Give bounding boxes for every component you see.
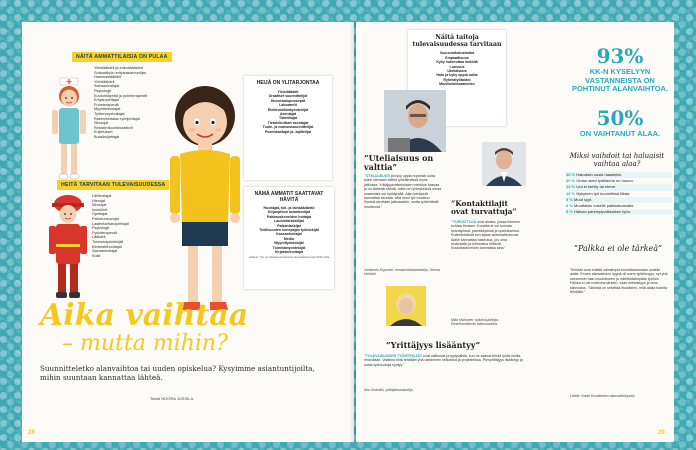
list-item: Yleislääkärit [277, 90, 299, 94]
list-item: Kirjanpidon asiantuntijat [267, 210, 311, 215]
expert-photo-2 [482, 142, 526, 186]
right-page [356, 22, 674, 442]
future-header: HEITÄ TARVITAAN TULEVAISUUDESSA [57, 182, 169, 188]
list-item: Rekisterikoordinaattorit [94, 125, 133, 130]
reason-percent: 36 % [566, 172, 577, 177]
skills-title: Näitä taitoja tulevaisuudessa tarvitaan [412, 34, 502, 49]
list-item: Erityisopettajat [94, 98, 119, 103]
list-item: Puheterapeutit [94, 102, 119, 107]
list-item: Postinkantajat ja -lajittelijat [264, 129, 312, 134]
oversupply-list [247, 90, 329, 134]
list-item: Tietotekniikan asentajat [267, 120, 309, 125]
reason-percent: 30 % [566, 178, 577, 184]
list-item: Psykologit [94, 88, 112, 93]
reason-percent: 5 % [566, 209, 575, 215]
list-item: Kyky hahmottaa ilmiöitä [436, 60, 478, 65]
list-item: Rakennustalan työnjohtajat [94, 116, 140, 121]
list-item: Toimittajat [279, 116, 297, 121]
curiosity-heading: ”Uteliaisuus on valttia” [364, 153, 434, 172]
list-item: Monitoimiosaaminen [439, 82, 475, 87]
list-item: Kokit [92, 253, 101, 258]
stat-93: 93% KK-N KYSELYYN VASTANNEISTA ON POHTINUT ALANVAIHTOA. [571, 44, 669, 94]
list-item: Myyntityöntekijät [274, 241, 304, 246]
list-item: Kassanhoitajat [276, 232, 302, 237]
reason-percent: 10 % [566, 190, 577, 196]
reason-text: Nykyinen työ kuormittaa liikaa. [576, 190, 631, 196]
contact-signature: Mika Mahonen, tutkimusjohtaja, Elinkeinoelämän tutkimuslaitos [451, 318, 499, 326]
reason-percent: 9 % [566, 196, 575, 202]
entrepreneurship-signature: Anu Kivimäki, yrittäjäasiantuntija [364, 388, 413, 392]
list-item: Laborantit [279, 103, 297, 108]
list-item: Empaattisuus [445, 55, 469, 60]
list-item: Siivoojat [92, 203, 107, 208]
list-item: Sairaanhoitajat [92, 249, 118, 254]
list-item: Tuote- ja mainossuunnittelijat [262, 125, 314, 130]
list-item: Hierojat [92, 198, 106, 203]
reasons-list [566, 172, 672, 215]
firefighter-illustration [46, 192, 90, 304]
list-item: Koulunkäyntiä ja puheterapeutit [94, 93, 148, 98]
list-item: Toimistotyöntekijät [272, 245, 306, 250]
future-list [92, 194, 129, 258]
shortage-header: NÄITÄ AMMATTILAISIA ON PULAA [72, 54, 172, 60]
list-item: Lauluntarkkailijat [274, 219, 304, 224]
reason-text: Haluaisin uusia haasteita. [576, 172, 622, 177]
list-item: Toimistotyöntekijät [92, 239, 124, 244]
list-item: Luovuus [449, 64, 465, 69]
list-item: Työterveyshoitajat [94, 111, 125, 116]
article-title: Aika vaihtaa [40, 298, 249, 333]
list-item: Yleislääkärit ja erikoislääkärit [94, 66, 143, 70]
article-subtitle: – mutta mihin? [62, 331, 228, 356]
page-number-right: 29 [658, 430, 665, 436]
disappearing-note: NÄMÄ AMMATIT SAATTAVAT HÄVITÄ Huoltajat, tuli- ja lainsäädäntö Kirjanpidon asiantuntijat Pakkauskoneiden hoitajat Lauluntarkkailijat Palkanlaskijat Teollisuuden konepajan työntekijät Kassanhoitajat Media Myyntityöntekijät Toimistotyöntekijät Kirjastonhoitajat Lähteet: Työ- ja elinkeinoministeriön ammattibarometri 2016, Etla [244, 187, 334, 289]
author-credit: Teksti NOORA JUSSILA [150, 396, 194, 401]
curiosity-signature: Johannes Koponen, ennakointiasiantuntija, Demos Helsinki [364, 268, 441, 276]
list-item: Asentajat [279, 112, 297, 117]
list-item: Sairaanhoitajat [94, 84, 120, 89]
list-item: Siivoojat [94, 121, 109, 126]
list-item: Vuorovaikutustaidot [439, 51, 475, 56]
woman-illustration [162, 84, 248, 316]
list-item: Pakkauskoneiden hoitajat [266, 214, 312, 219]
reason-percent: 6 % [566, 203, 575, 209]
list-item: Media [283, 236, 295, 241]
disappearing-list [247, 206, 331, 254]
reason-percent: 14 % [566, 184, 577, 190]
reason-row [566, 209, 672, 215]
oversupply-note: HEIJÄ ON YLITARJONTAA Yleislääkärit Graafiset suunnittelijat Huonekalupuusepät Laborantit Elektroniikkatyöntekijät Asentajat Toimittajat Tietotekniikan asentajat Tuote- ja mainossuunnittelijat Postinkantajat ja -lajittelijat [244, 76, 332, 180]
reason-text: Ura ei kehity tai etene. [576, 184, 617, 190]
expert-photo-3 [386, 286, 426, 326]
list-item: Graafiset suunnittelijat [268, 94, 308, 99]
list-item: Lähihoitajat [92, 194, 112, 198]
reasons-heading: Miksi vaihdoit tai haluaisit vaihtaa alaa? [569, 152, 665, 168]
list-item: Kuljetukset [94, 130, 113, 135]
list-item: Teollisuuden konepajan työntekijät [259, 228, 319, 233]
curiosity-body: ”UTELIAISUUS ja kyky oppia nopeasti uutta tulee olemaan valttia työelämässä myös jatkossa. Yrittäjyysvalmiuksien merkitys kasvaa ja on tärkeää nähdä, miten eri yhteyksissä omaa osaamista voi hyödyntää. Alan kehitystä kannattaa seurata, sillä moni työ muuttuu. Ihmisiä tarvitaan jatkossakin, mutta työtehtävät muuttuvat.” [364, 174, 442, 209]
list-item: Insinöörit [92, 207, 108, 212]
list-item: Hammaslääkärit [94, 75, 122, 80]
expert-photo-1 [384, 90, 446, 152]
list-item: Elektroniikkatyöntekijät [267, 107, 309, 112]
reason-text: Muuttaisin toiselle paikkakunnalle. [574, 203, 635, 209]
skills-list [411, 51, 503, 86]
list-item: Lastentarhanopettajat [92, 221, 129, 226]
article-lead: Suunnitteletko alanvaihtoa tai uuden opiskelua? Kysyimme asiantuntijoilta, mihin suuntaan kannattaa lähteä. [40, 364, 315, 382]
list-item: Uteliaisuus [447, 69, 467, 74]
passion-heading: ”Palkka ei ole tärkeä” [573, 244, 663, 253]
list-item: Kirjastonhoitajat [274, 250, 304, 255]
contact-heading: ”Kontaktilajit ovat turvattuja” [451, 199, 517, 217]
contact-body: ”TURVATTUJA ovat aloista, joissa ihminen kohtaa ihmisen. Konetta ei voi korvata hoivatyössä, palvelutyössä ja opetuksessa. Rutiinitehtävät sen sijaan automatisoituvat. Alalle kannattaa hakeutua, jos oma motivaatio ja kiinnostus riittävät. Kouluttautuminen kannattaa aina.” [451, 220, 521, 251]
list-item: Sosiaalityön erityisasiantuntijat [94, 70, 146, 75]
entrepreneurship-body: ”TULEVAISUUDEN TYÖNTEKIJÄT ovat valikoivia ja tyytyväisiä, kun he saavat tehdä työtä omilla ehdoillaan. Vaativia töitä tehdään yhä useammin keikoissa ja projekteissa. Pienyrittäjyys lisääntyy ja uusia työmuotoja syntyy.” [364, 354, 523, 367]
list-item: Halu ja kyky oppia uutta [436, 73, 478, 78]
source-note: Lähteet: Työ- ja elinkeinoministeriön ammattibarometri 2016, Etla [248, 255, 330, 260]
entrepreneurship-heading: ”Yrittäjyys lisääntyy” [386, 340, 481, 350]
reason-text: Oman alani työtilanne on huono. [576, 178, 634, 184]
list-item: Opettajat [92, 212, 108, 217]
list-item: Lääkärit [92, 235, 106, 240]
list-item: Huoltajat, tuli- ja lainsäädäntö [263, 206, 315, 210]
list-item: Psykologit [92, 226, 110, 231]
list-item: Huonekalupuusepät [270, 98, 306, 103]
list-item: Palveluneuvojat [92, 216, 119, 221]
list-item: Palkanlaskijat [277, 223, 301, 228]
list-item: Fysioterapeutit [92, 230, 117, 235]
nurse-illustration [48, 78, 90, 188]
passion-body: ”Ihmiset ovat entistä valmiimpia kouluttautumaan uudelle alalle. Ennen alanvaihdon syynä oli usein työttömyys, nyt yhä useammin halu muutokseen ja mielekkäämpään työhön. Palkka ei ole motiivina tärkein, vaan mielekkyys ja oma kiinnostus. Tärkeää on selvittää etukäteen, mitä alalla todella tehdään.” [570, 268, 668, 295]
page-number-left: 28 [28, 430, 35, 436]
shortage-list [94, 66, 147, 140]
list-item: Bussikuljettajat [94, 134, 120, 139]
stat-50: 50% ON VAIHTANUT ALAA. [579, 106, 661, 138]
reason-text: Muut syyt. [574, 196, 593, 202]
reason-text: Haluan parempipalkkaisen työn. [574, 209, 631, 215]
list-item: Kiinteistöhuoltajat [92, 244, 122, 249]
list-item: Yleislääkärit [94, 79, 115, 84]
list-item: Myyntiedustajat [94, 107, 121, 112]
list-item: Ryhmätyötaidot [443, 77, 471, 82]
passion-source: Lähde: Kodin Kuvalehden alanvaihtokysely [570, 394, 635, 398]
